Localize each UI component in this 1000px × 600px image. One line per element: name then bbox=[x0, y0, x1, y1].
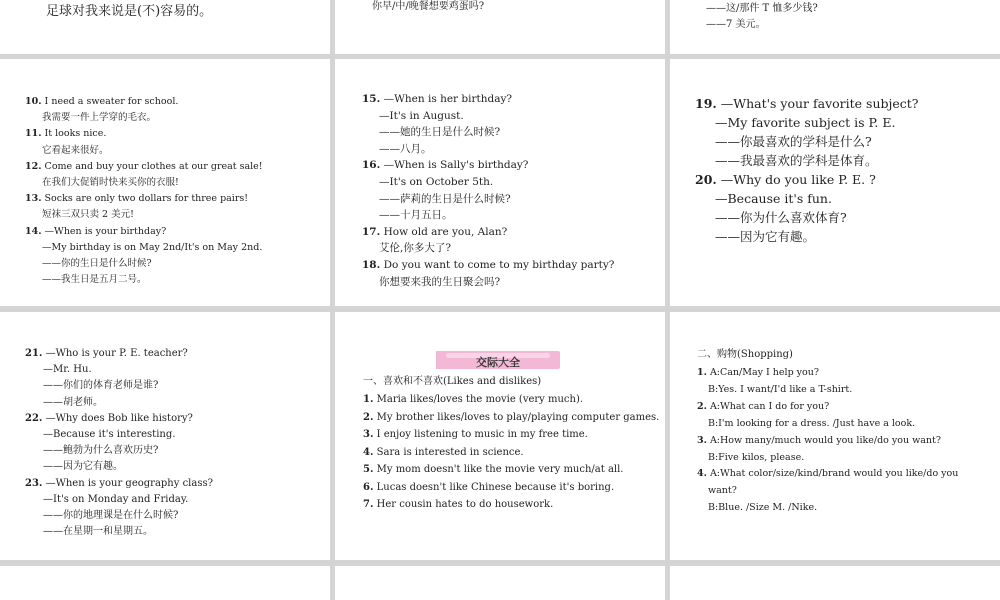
section-banner bbox=[436, 351, 560, 369]
card-phrases-10-14 bbox=[0, 59, 330, 306]
list-item bbox=[697, 436, 941, 446]
item-number: 6. bbox=[363, 481, 374, 493]
list-item bbox=[25, 97, 178, 107]
section-banner-label: 交际大全 bbox=[476, 356, 520, 369]
list-item bbox=[363, 395, 583, 405]
list-item bbox=[715, 117, 895, 130]
item-text: B:Yes. I want/I'd like a T-shirt. bbox=[708, 383, 853, 395]
item-text: —It's on October 5th. bbox=[379, 176, 494, 188]
item-text: ——十月五日。 bbox=[379, 209, 453, 222]
item-text: —When is your birthday? bbox=[41, 225, 167, 237]
item-text: How old are you, Alan? bbox=[380, 225, 508, 238]
list-item bbox=[697, 368, 819, 378]
list-item bbox=[695, 174, 876, 187]
item-text: A:Can/May I help you? bbox=[706, 367, 819, 378]
list-item bbox=[363, 483, 614, 493]
item-text: Socks are only two dollars for three pairs! bbox=[41, 193, 249, 205]
card-bottom-2 bbox=[335, 566, 665, 600]
item-number: 3. bbox=[363, 429, 374, 440]
item-text: ——我生日是五月二号。 bbox=[42, 274, 147, 286]
list-item bbox=[25, 414, 193, 424]
list-item bbox=[708, 385, 852, 395]
list-item bbox=[708, 453, 804, 463]
item-text: ——你的地理课是在什么时候? bbox=[43, 510, 179, 521]
list-item bbox=[715, 231, 815, 244]
item-text: 在我们大促销时快来买你的衣服! bbox=[42, 177, 179, 188]
card-phrases-15-18 bbox=[335, 59, 665, 306]
item-text: B:I'm looking for a dress. /Just have a look. bbox=[708, 417, 916, 429]
list-item bbox=[379, 144, 432, 155]
list-item bbox=[379, 243, 451, 254]
list-item bbox=[379, 210, 453, 221]
list-item bbox=[697, 469, 958, 479]
list-item bbox=[25, 129, 106, 139]
card-phrases-19-20 bbox=[670, 59, 1000, 306]
list-item bbox=[708, 503, 817, 513]
item-number: 1. bbox=[363, 394, 374, 405]
list-item bbox=[362, 160, 528, 171]
item-text: ——你的生日是什么时候? bbox=[42, 258, 152, 269]
list-item bbox=[25, 162, 263, 172]
item-text: —Why does Bob like history? bbox=[42, 412, 193, 424]
list-item bbox=[363, 465, 623, 475]
item-text: —My birthday is on May 2nd/It's on May 2nd. bbox=[42, 241, 263, 253]
item-text: ——你为什么喜欢体育? bbox=[715, 210, 847, 225]
item-text: —When is Sally's birthday? bbox=[380, 159, 529, 172]
item-text: It looks nice. bbox=[41, 128, 107, 140]
item-number: 11. bbox=[25, 128, 42, 140]
item-text: 艾伦,你多大了? bbox=[379, 242, 451, 255]
list-item bbox=[697, 402, 829, 412]
item-text: —Because it's fun. bbox=[715, 191, 832, 206]
item-text: ——你们的体育老师是谁? bbox=[43, 380, 159, 392]
item-text: want? bbox=[708, 485, 737, 497]
list-item bbox=[43, 430, 175, 440]
list-item bbox=[42, 146, 109, 156]
item-number: 12. bbox=[25, 160, 42, 172]
list-item bbox=[715, 155, 878, 168]
text-line: 你早/中/晚餐想要鸡蛋吗? bbox=[372, 1, 485, 12]
item-number: 14. bbox=[25, 225, 42, 237]
item-number: 7. bbox=[363, 499, 374, 510]
item-text: —Because it's interesting. bbox=[43, 429, 176, 440]
list-item bbox=[363, 448, 524, 458]
item-text: ——鲍勃为什么喜欢历史? bbox=[43, 445, 159, 457]
item-text: I need a sweater for school. bbox=[41, 96, 179, 107]
list-item bbox=[43, 381, 158, 391]
item-number: 4. bbox=[697, 468, 707, 480]
list-item bbox=[43, 527, 153, 537]
item-text: ——萨莉的生日是什么时候? bbox=[379, 192, 511, 205]
list-item bbox=[363, 430, 588, 440]
list-item bbox=[362, 227, 507, 238]
list-item bbox=[43, 511, 178, 521]
list-item bbox=[362, 94, 512, 105]
card-top-3 bbox=[670, 0, 1000, 54]
item-text: —When is your geography class? bbox=[42, 477, 213, 489]
list-item bbox=[363, 413, 659, 423]
item-text: 我需要一件上学穿的毛衣。 bbox=[42, 112, 157, 124]
item-text: Sara is interested in science. bbox=[373, 446, 524, 458]
item-text: A:What color/size/kind/brand would you like/do you bbox=[706, 468, 959, 480]
item-text: 它看起来很好。 bbox=[42, 144, 109, 156]
list-item bbox=[42, 275, 147, 285]
item-text: ——在星期一和星期五。 bbox=[43, 526, 153, 538]
list-item bbox=[715, 136, 872, 149]
item-text: ——八月。 bbox=[379, 142, 432, 155]
item-text: ——她的生日是什么时候? bbox=[379, 126, 501, 139]
card-bottom-3 bbox=[670, 566, 1000, 600]
item-text: B:Five kilos, please. bbox=[708, 451, 805, 463]
item-text: A:How many/much would you like/do you want? bbox=[706, 434, 941, 446]
item-text: ——胡老师。 bbox=[43, 396, 103, 408]
list-item bbox=[379, 111, 464, 122]
item-number: 20. bbox=[695, 172, 717, 187]
list-item bbox=[708, 419, 915, 429]
item-text: Come and buy your clothes at our great sale! bbox=[41, 160, 263, 172]
item-text: 短袜三双只卖 2 美元! bbox=[42, 209, 134, 221]
list-item bbox=[25, 227, 166, 237]
item-number: 19. bbox=[695, 96, 717, 111]
item-text: —What's your favorite subject? bbox=[716, 96, 919, 111]
section-heading: 一、喜欢和不喜欢(Likes and dislikes) bbox=[363, 376, 542, 387]
card-top-2 bbox=[335, 0, 665, 54]
item-number: 5. bbox=[363, 464, 374, 475]
item-text: 你想要来我的生日聚会吗? bbox=[379, 275, 501, 288]
list-item bbox=[379, 177, 493, 188]
list-item bbox=[379, 127, 500, 138]
card-phrases-21-23 bbox=[0, 312, 330, 560]
list-item bbox=[43, 365, 92, 375]
item-number: 22. bbox=[25, 412, 43, 424]
item-text: I enjoy listening to music in my free time. bbox=[373, 429, 588, 440]
item-number: 10. bbox=[25, 96, 42, 107]
item-text: —It's in August. bbox=[379, 109, 464, 122]
item-text: Do you want to come to my birthday party? bbox=[380, 259, 615, 271]
card-top-1 bbox=[0, 0, 330, 54]
card-bottom-1 bbox=[0, 566, 330, 600]
list-item bbox=[715, 212, 847, 225]
item-text: ——你最喜欢的学科是什么? bbox=[715, 134, 872, 149]
item-text: —Who is your P. E. teacher? bbox=[42, 348, 188, 359]
list-item bbox=[42, 178, 179, 188]
list-item bbox=[715, 193, 832, 206]
item-text: Maria likes/loves the movie (very much). bbox=[373, 394, 584, 405]
item-number: 1. bbox=[697, 367, 707, 378]
list-item bbox=[362, 260, 614, 271]
list-item bbox=[43, 462, 123, 472]
list-item bbox=[25, 479, 213, 489]
card-shopping bbox=[670, 312, 1000, 560]
text-line: ——7 美元。 bbox=[706, 19, 766, 30]
card-likes-dislikes bbox=[335, 312, 665, 560]
item-number: 3. bbox=[697, 434, 707, 446]
section-heading: 二、购物(Shopping) bbox=[697, 349, 793, 360]
list-item bbox=[42, 243, 262, 253]
item-number: 17. bbox=[362, 225, 381, 238]
item-number: 21. bbox=[25, 348, 43, 359]
item-text: —It's on Monday and Friday. bbox=[43, 493, 189, 505]
list-item bbox=[42, 259, 152, 269]
item-number: 2. bbox=[697, 400, 707, 412]
item-text: A:What can I do for you? bbox=[706, 400, 830, 412]
item-text: B:Blue. /Size M. /Nike. bbox=[708, 502, 818, 514]
list-item bbox=[42, 113, 156, 123]
item-text: Her cousin hates to do housework. bbox=[373, 499, 554, 510]
item-number: 23. bbox=[25, 477, 43, 489]
item-number: 4. bbox=[363, 446, 374, 458]
text-line: ——这/那件 T 恤多少钱? bbox=[706, 3, 818, 14]
list-item bbox=[43, 495, 188, 505]
text-line: 足球对我来说是(不)容易的。 bbox=[46, 4, 213, 19]
item-number: 15. bbox=[362, 93, 381, 105]
list-item bbox=[25, 349, 188, 359]
item-number: 16. bbox=[362, 159, 381, 172]
item-text: —My favorite subject is P. E. bbox=[715, 115, 896, 130]
list-item bbox=[42, 210, 134, 220]
list-item bbox=[379, 277, 500, 288]
item-text: My mom doesn't like the movie very much/at all. bbox=[373, 464, 624, 475]
item-number: 2. bbox=[363, 411, 374, 423]
item-text: —When is her birthday? bbox=[380, 93, 513, 105]
item-text: Lucas doesn't like Chinese because it's boring. bbox=[373, 481, 615, 493]
list-item bbox=[695, 98, 919, 111]
item-text: My brother likes/loves to play/playing computer games. bbox=[373, 411, 660, 423]
item-text: —Mr. Hu. bbox=[43, 364, 92, 376]
list-item bbox=[43, 398, 103, 408]
item-text: ——因为它有趣。 bbox=[715, 229, 816, 244]
item-text: —Why do you like P. E. ? bbox=[716, 172, 876, 187]
item-text: ——因为它有趣。 bbox=[43, 461, 123, 473]
list-item bbox=[379, 194, 511, 205]
item-number: 13. bbox=[25, 193, 42, 205]
item-text: ——我最喜欢的学科是体育。 bbox=[715, 153, 878, 168]
item-number: 18. bbox=[362, 259, 381, 271]
list-item bbox=[708, 486, 737, 496]
list-item bbox=[363, 500, 553, 510]
list-item bbox=[25, 194, 248, 204]
list-item bbox=[43, 446, 158, 456]
